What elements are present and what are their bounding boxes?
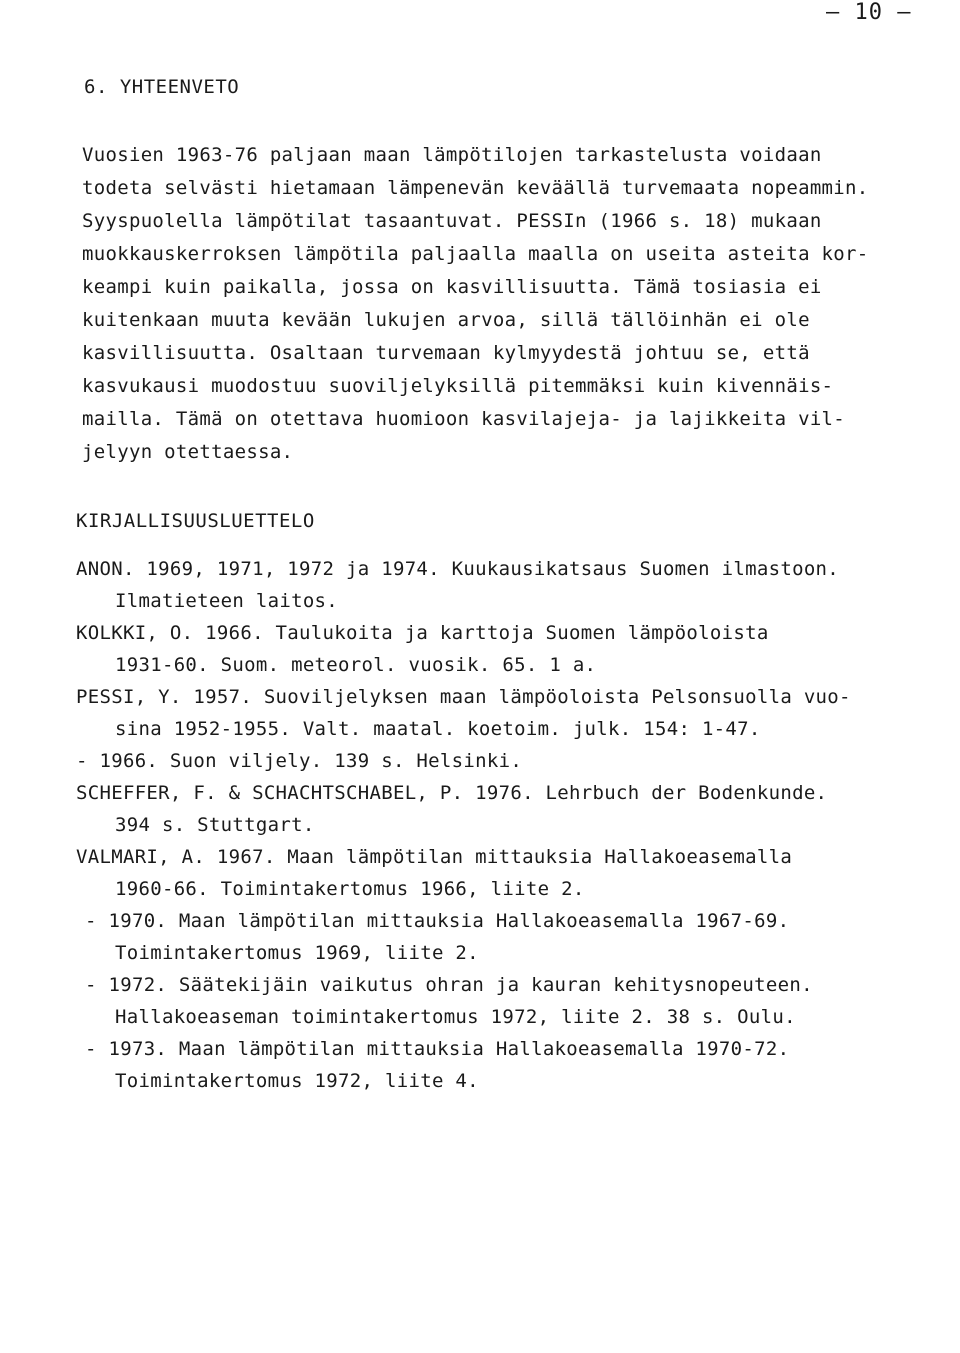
reference-line: - 1973. Maan lämpötilan mittauksia Hallakoeasemalla 1970-72.: [85, 1038, 790, 1060]
summary-line: muokkauskerroksen lämpötila paljaalla maalla on useita asteita kor-: [82, 243, 869, 265]
summary-line: mailla. Tämä on otettava huomioon kasvilajeja- ja lajikkeita vil-: [82, 408, 846, 430]
page-number: – 10 –: [826, 0, 912, 25]
reference-line: Hallakoeaseman toimintakertomus 1972, liite 2. 38 s. Oulu.: [115, 1006, 796, 1028]
reference-line: Toimintakertomus 1972, liite 4.: [115, 1070, 479, 1092]
reference-line: PESSI, Y. 1957. Suoviljelyksen maan lämpöoloista Pelsonsuolla vuo-: [76, 686, 851, 708]
summary-line: kuitenkaan muuta kevään lukujen arvoa, sillä tällöinhän ei ole: [82, 309, 810, 331]
summary-line: keampi kuin paikalla, jossa on kasvillisuutta. Tämä tosiasia ei: [82, 276, 822, 298]
reference-line: - 1972. Säätekijäin vaikutus ohran ja kauran kehitysnopeuteen.: [85, 974, 813, 996]
reference-line: 1931-60. Suom. meteorol. vuosik. 65. 1 a.: [115, 654, 597, 676]
reference-line: Ilmatieteen laitos.: [115, 590, 339, 612]
reference-line: sina 1952-1955. Valt. maatal. koetoim. julk. 154: 1-47.: [115, 718, 761, 740]
summary-line: Syyspuolella lämpötilat tasaantuvat. PESSIn (1966 s. 18) mukaan: [82, 210, 822, 232]
reference-line: KOLKKI, O. 1966. Taulukoita ja karttoja Suomen lämpöoloista: [76, 622, 769, 644]
reference-line: Toimintakertomus 1969, liite 2.: [115, 942, 479, 964]
summary-line: kasvukausi muodostuu suoviljelyksillä pitemmäksi kuin kivennäis-: [82, 375, 834, 397]
reference-line: 1960-66. Toimintakertomus 1966, liite 2.: [115, 878, 585, 900]
reference-line: 394 s. Stuttgart.: [115, 814, 315, 836]
summary-line: jelyyn otettaessa.: [82, 441, 294, 463]
section-heading: 6. YHTEENVETO: [84, 76, 240, 98]
reference-line: SCHEFFER, F. & SCHACHTSCHABEL, P. 1976. Lehrbuch der Bodenkunde.: [76, 782, 828, 804]
reference-line: VALMARI, A. 1967. Maan lämpötilan mittauksia Hallakoeasemalla: [76, 846, 793, 868]
reference-line: - 1966. Suon viljely. 139 s. Helsinki.: [76, 750, 523, 772]
reference-line: - 1970. Maan lämpötilan mittauksia Hallakoeasemalla 1967-69.: [85, 910, 790, 932]
bibliography-heading: KIRJALLISUUSLUETTELO: [76, 510, 315, 532]
reference-line: ANON. 1969, 1971, 1972 ja 1974. Kuukausikatsaus Suomen ilmastoon.: [76, 558, 840, 580]
summary-line: todeta selvästi hietamaan lämpenevän keväällä turvemaata nopeammin.: [82, 177, 869, 199]
summary-line: kasvillisuutta. Osaltaan turvemaan kylmyydestä johtuu se, että: [82, 342, 810, 364]
summary-line: Vuosien 1963-76 paljaan maan lämpötilojen tarkastelusta voidaan: [82, 144, 822, 166]
